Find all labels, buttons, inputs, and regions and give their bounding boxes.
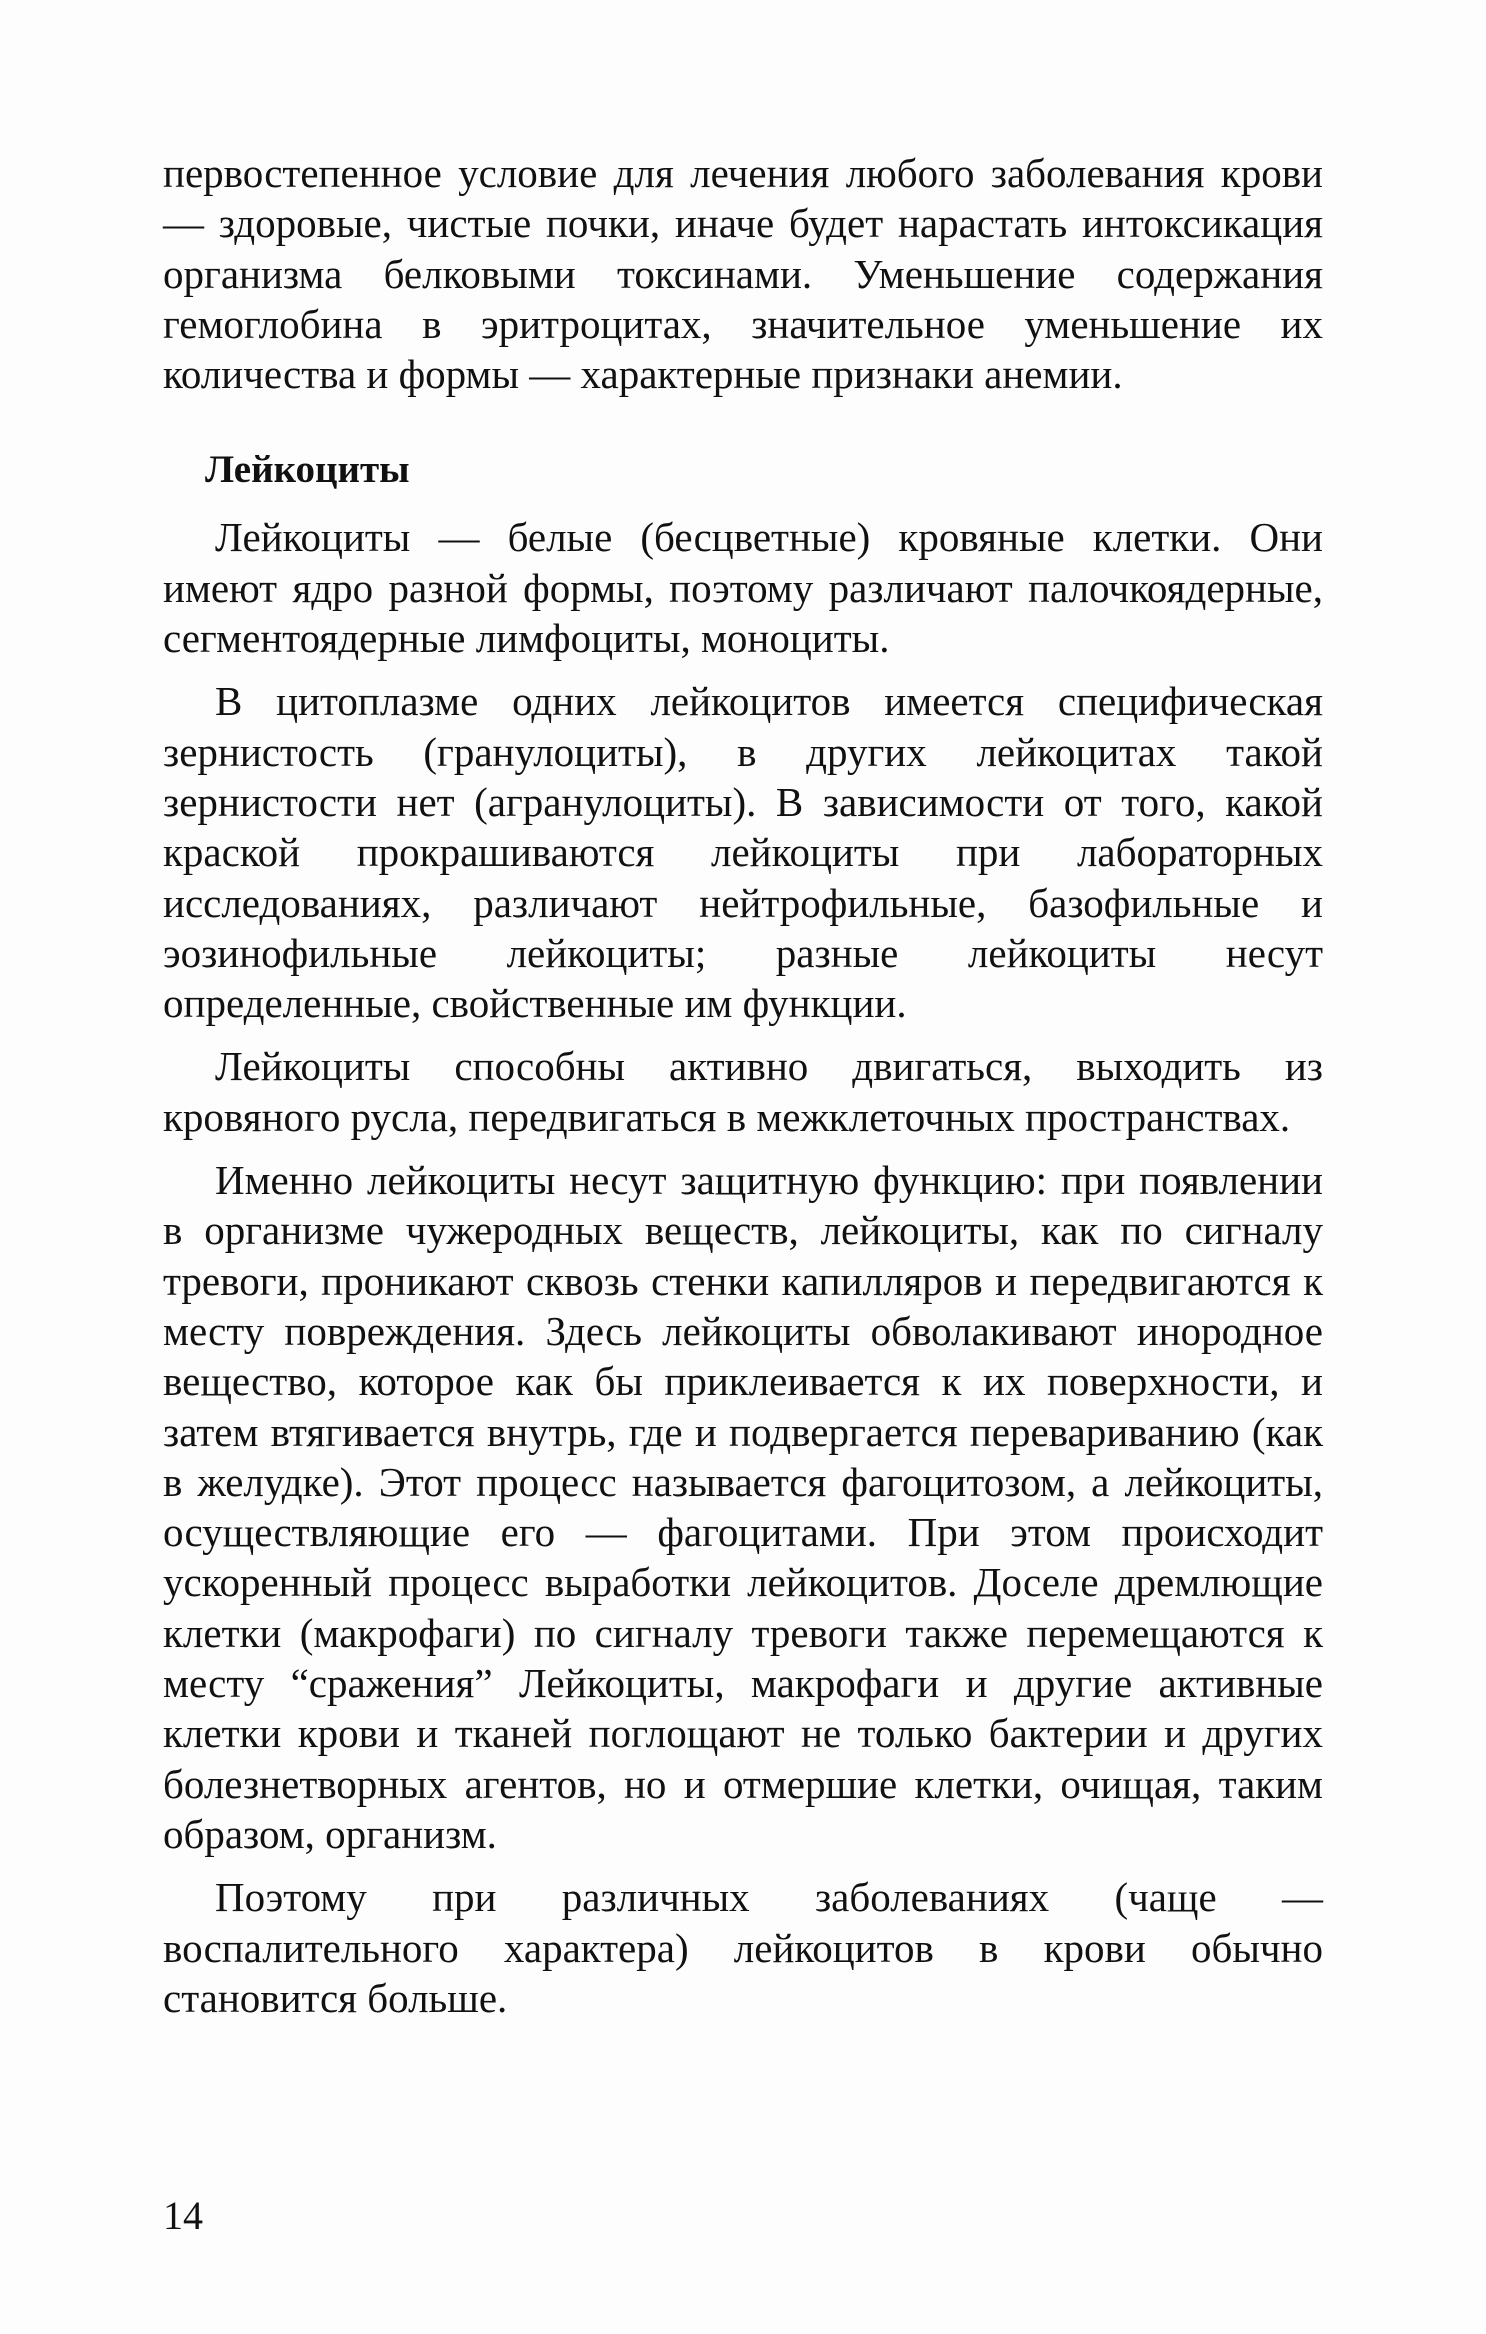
paragraph-granulocytes: В цитоплазме одних лейкоцитов имеется специфическая зернистость (гранулоциты), в других лейкоцитах такой зернистости нет (агранулоциты). В зависимости от того, какой краской прокрашиваются лейкоциты при лабораторных исследованиях, различают нейтрофильные, базофильные и эозинофильные лейкоциты; разные лейкоциты несут определенные, свойственные им функции. (163, 678, 1323, 1027)
paragraph-mobility: Лейкоциты способны активно двигаться, выходить из кровяного русла, передвигаться в межклеточных пространствах. (163, 1043, 1323, 1140)
paragraph-conclusion: Поэтому при различных заболеваниях (чаще — воспалительного характера) лейкоцитов в крови обычно становится больше. (163, 1874, 1323, 2021)
text-column (163, 148, 1323, 2036)
paragraph-phagocytosis: Именно лейкоциты несут защитную функцию: при появлении в организме чужеродных веществ, лейкоциты, как по сигналу тревоги, проникают сквозь стенки капилляров и передвигаются к месту повреждения. Здесь лейкоциты обволакивают инородное вещество, которое как бы приклеивается к их поверхности, и затем втягивается внутрь, где и подвергается перевариванию (как в желудке). Этот процесс называется фагоцитозом, а лейкоциты, осуществляющие его — фагоцитами. При этом происходит ускоренный процесс выработки лейкоцитов. Доселе дремлющие клетки (макрофаги) по сигналу тревоги также перемещаются к месту “сражения” Лейкоциты, макрофаги и другие активные клетки крови и тканей поглощают не только бактерии и других болезнетворных агентов, но и отмершие клетки, очищая, таким образом, организм. (163, 1157, 1323, 1857)
page-number: 14 (163, 2193, 203, 2238)
paragraph-leukocytes-definition: Лейкоциты — белые (бесцветные) кровяные клетки. Они имеют ядро разной формы, поэтому различают палочкоядерные, сегментоядерные лимфоциты, моноциты. (163, 514, 1323, 662)
opening-paragraph: первостепенное условие для лечения любого заболевания крови — здоровые, чистые почки, иначе будет нарастать интоксикация организма белковыми токсинами. Уменьшение содержания гемоглобина в эритроцитах, значительное уменьшение их количества и формы — характерные признаки анемии. (163, 150, 1323, 398)
section-heading: Лейкоциты (205, 448, 410, 492)
